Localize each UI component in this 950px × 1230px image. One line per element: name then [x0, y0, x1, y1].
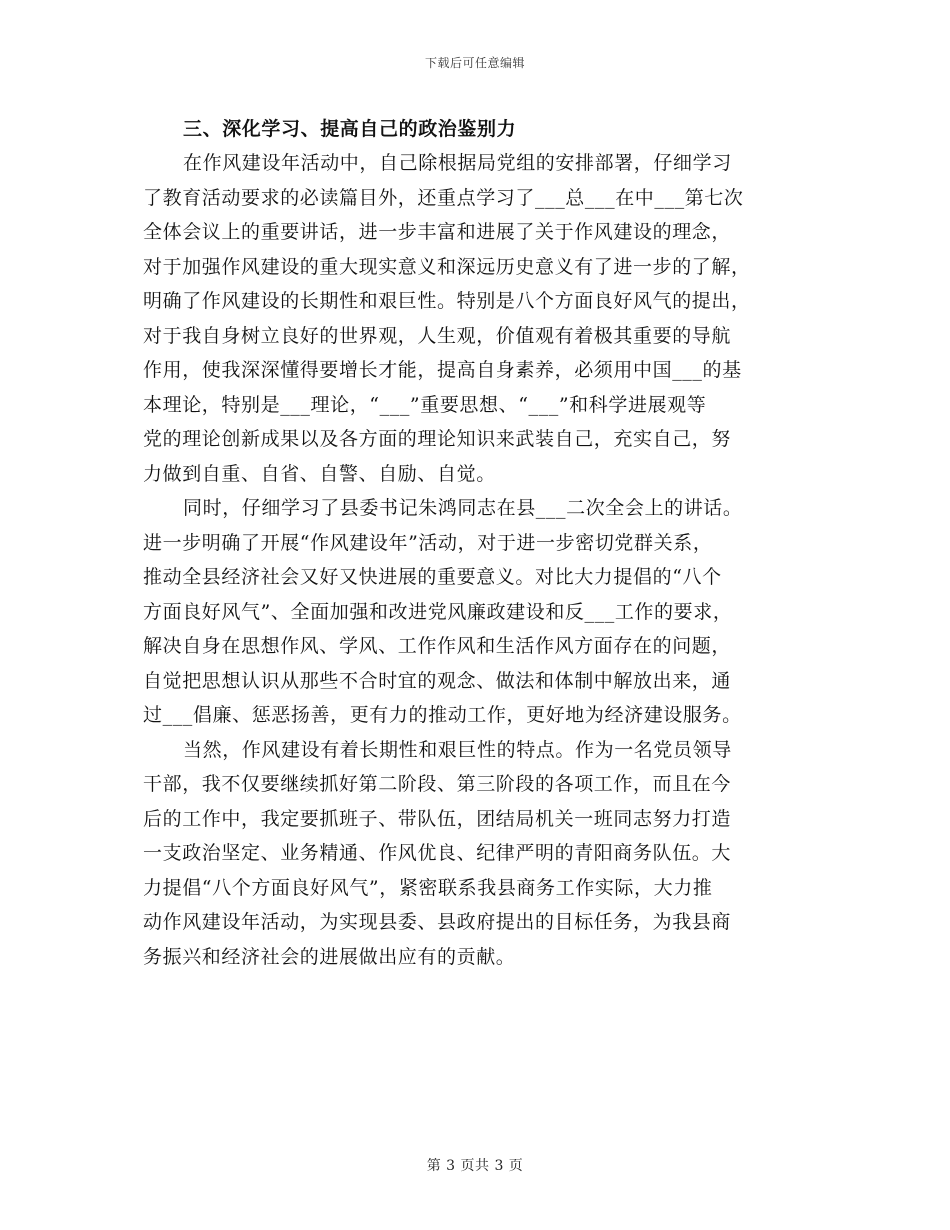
paragraph-line: 明确了作风建设的长期性和艰巨性。特别是八个方面良好风气的提出， [143, 290, 751, 312]
paragraph-study-reading [143, 146, 803, 491]
paragraph-line: 干部，我不仅要继续抓好第二阶段、第三阶段的各项工作，而且在今 [143, 773, 732, 795]
paragraph-line: 力做到自重、自省、自警、自励、自觉。 [143, 462, 496, 485]
paragraph-line: 自觉把思想认识从那些不合时宜的观念、做法和体制中解放出来，通 [143, 669, 732, 692]
paragraph-line: 后的工作中，我定要抓班子、带队伍，团结局机关一班同志努力打造 [143, 807, 732, 830]
paragraph-line: 对于我自身树立良好的世界观，人生观，价值观有着极其重要的导航 [143, 324, 732, 347]
paragraph-line: 本理论，特别是___理论，“___”重要思想、“___”和科学进展观等 [143, 393, 707, 416]
paragraph-county-speech [143, 491, 803, 733]
paragraph-line: 作用，使我深深懂得要增长才能，提高自身素养，必须用中国___的基 [143, 359, 742, 381]
section-heading: 三、深化学习、提高自己的政治鉴别力 [183, 118, 517, 140]
paragraph-line: 在作风建设年活动中，自己除根据局党组的安排部署，仔细学习 [183, 152, 732, 174]
paragraph-line: 过___倡廉、惩恶扬善，更有力的推动工作，更好地为经济建设服务。 [143, 704, 742, 726]
paragraph-line: 动作风建设年活动，为实现县委、县政府提出的目标任务，为我县商 [143, 911, 732, 933]
paragraph-line: 全体会议上的重要讲话，进一步丰富和进展了关于作风建设的理念， [143, 221, 732, 243]
paragraph-line: 推动全县经济社会又好又快进展的重要意义。对比大力提倡的“八个 [143, 566, 722, 588]
paragraph-line: 了教育活动要求的必读篇目外，还重点学习了___总___在中___第七次 [143, 186, 744, 209]
page-number: 第 3 页共 3 页 [426, 1158, 524, 1174]
paragraph-line: 对于加强作风建设的重大现实意义和深远历史意义有了进一步的了解， [143, 255, 751, 278]
paragraph-conclusion [143, 733, 803, 975]
paragraph-line: 同时，仔细学习了县委书记朱鸿同志在县___二次全会上的讲话。 [183, 497, 743, 519]
paragraph-line: 当然，作风建设有着长期性和艰巨性的特点。作为一名党员领导 [183, 738, 732, 761]
paragraph-line: 解决自身在思想作风、学风、工作作风和生活作风方面存在的问题， [143, 635, 732, 657]
paragraph-line: 务振兴和经济社会的进展做出应有的贡献。 [143, 945, 516, 968]
paragraph-line: 力提倡“八个方面良好风气”，紧密联系我县商务工作实际，大力推 [143, 876, 713, 899]
paragraph-line: 进一步明确了开展“作风建设年”活动，对于进一步密切党群关系， [143, 531, 713, 554]
page-header: 下载后可任意编辑 [424, 56, 525, 70]
document-body [143, 112, 803, 974]
paragraph-line: 一支政治坚定、业务精通、作风优良、纪律严明的青阳商务队伍。大 [143, 842, 732, 864]
paragraph-line: 党的理论创新成果以及各方面的理论知识来武装自己，充实自己，努 [143, 428, 732, 450]
paragraph-line: 方面良好风气”、全面加强和改进党风廉政建设和反___工作的要求， [143, 600, 733, 623]
